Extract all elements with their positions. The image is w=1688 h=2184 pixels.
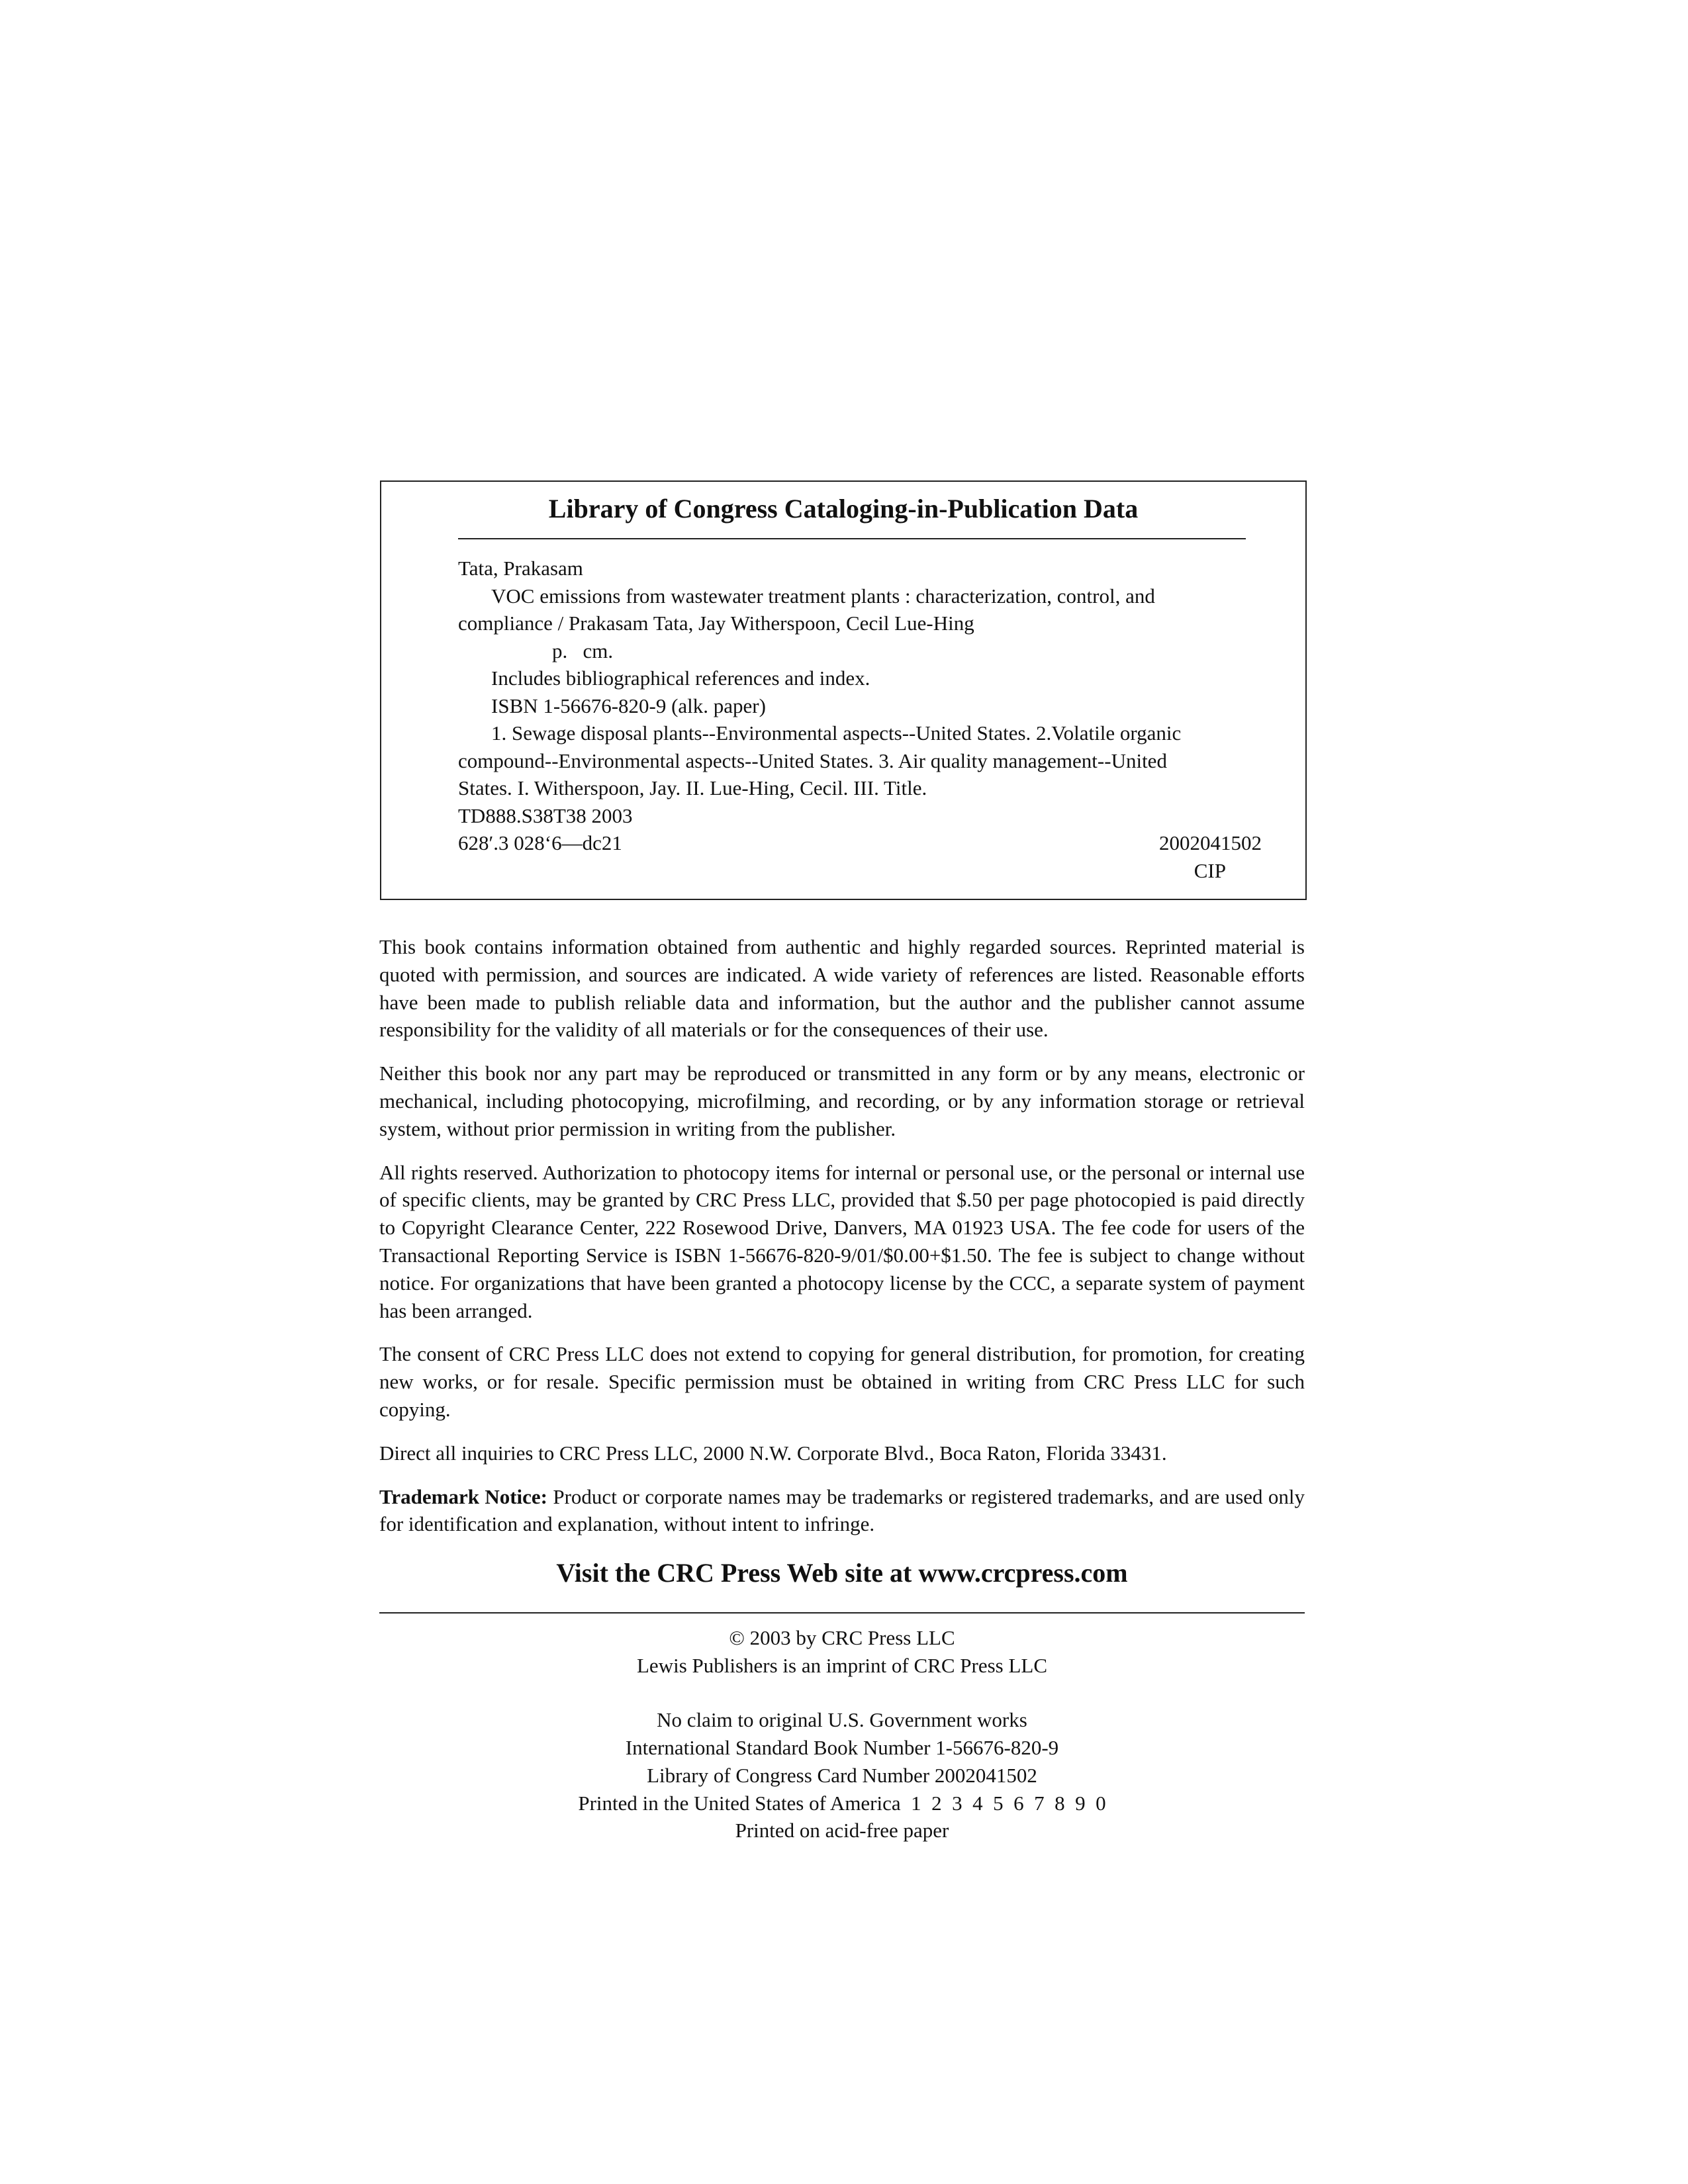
- cip-book-title-line2: compliance / Prakasam Tata, Jay Witherspoon, Cecil Lue-Hing: [458, 612, 974, 635]
- cip-record: [458, 555, 1262, 884]
- spacer: [379, 1679, 1305, 1706]
- cip-pages-cm: p. cm.: [552, 639, 614, 662]
- legal-notice: [379, 933, 1305, 1554]
- cip-tag: CIP: [1194, 858, 1226, 882]
- cip-lc-class: TD888.S38T38 2003: [458, 803, 633, 827]
- bottom-rule: [379, 1612, 1305, 1614]
- isbn-line: International Standard Book Number 1-56676-820-9: [625, 1736, 1059, 1760]
- printed-in-line: Printed in the United States of America 1 2 3 4 5 6 7 8 9 0: [578, 1791, 1106, 1815]
- notice-paragraph-consent: The consent of CRC Press LLC does not extend to copying for general distribution, for promotion, for creating new works, or for resale. Specific permission must be obtained in writing from CRC Press LLC for such copying.: [379, 1342, 1305, 1421]
- cip-includes: Includes bibliographical references and index.: [491, 666, 870, 690]
- acid-free-line: Printed on acid-free paper: [735, 1819, 949, 1843]
- trademark-text: Product or corporate names may be trademarks or registered trademarks, and are used only for identification and explanation, without intent to infringe.: [379, 1484, 1305, 1536]
- notice-paragraph-sources: This book contains information obtained from authentic and highly regarded sources. Reprinted material is quoted with permission, and sources are indicated. A wide variety of references are listed. Reasonable efforts have been made to publish reliable data and information, but the author and the publisher cannot assume responsibility for the validity of all materials or for the consequences of their use.: [379, 935, 1305, 1042]
- cip-title-rule: [458, 538, 1246, 539]
- notice-paragraph-rights: All rights reserved. Authorization to photocopy items for internal or personal use, or the personal or internal use of specific clients, may be granted by CRC Press LLC, provided that $.50 per page photocopied is paid directly to Copyright Clearance Center, 222 Rosewood Drive, Danvers, MA 01923 USA. The fee code for users of the Transactional Reporting Service is ISBN 1-56676-820-9/01/$0.00+$1.50. The fee is subject to change without notice. For organizations that have been granted a photocopy license by the CCC, a separate system of payment has been arranged.: [379, 1160, 1305, 1322]
- cip-subjects-line2: compound--Environmental aspects--United States. 3. Air quality management--United: [458, 749, 1167, 772]
- cip-subjects-line3: States. I. Witherspoon, Jay. II. Lue-Hing, Cecil. III. Title.: [458, 776, 927, 799]
- copyright-block: [379, 1624, 1305, 1844]
- cip-dewey: 628′.3 028‘6—dc21: [458, 831, 622, 854]
- cip-subjects-line1: 1. Sewage disposal plants--Environmental aspects--United States. 2.Volatile organic: [491, 721, 1182, 745]
- cip-author: Tata, Prakasam: [458, 557, 583, 580]
- government-works-line: No claim to original U.S. Government works: [657, 1708, 1027, 1732]
- trademark-label: Trademark Notice:: [379, 1484, 547, 1508]
- cip-book-title-line1: VOC emissions from wastewater treatment plants : characterization, control, and: [491, 584, 1155, 608]
- notice-paragraph-inquiries: Direct all inquiries to CRC Press LLC, 2000 N.W. Corporate Blvd., Boca Raton, Florida 33431.: [379, 1441, 1167, 1465]
- notice-paragraph-trademark: [379, 1483, 1305, 1539]
- copyright-line: © 2003 by CRC Press LLC: [729, 1626, 955, 1649]
- notice-paragraph-reproduction: Neither this book nor any part may be reproduced or transmitted in any form or by any means, electronic or mechanical, including photocopying, microfilming, and recording, or by any information storage or retrieval system, without prior permission in writing from the publisher.: [379, 1062, 1305, 1140]
- cip-title: Library of Congress Cataloging-in-Publication Data: [548, 494, 1139, 523]
- cip-lccn: 2002041502: [1159, 831, 1262, 854]
- visit-website-heading: Visit the CRC Press Web site at www.crcpress.com: [556, 1558, 1128, 1588]
- cip-isbn: ISBN 1-56676-820-9 (alk. paper): [491, 694, 766, 717]
- cip-data-box: [380, 480, 1307, 900]
- imprint-line: Lewis Publishers is an imprint of CRC Press LLC: [637, 1653, 1047, 1677]
- lccn-line: Library of Congress Card Number 2002041502: [647, 1763, 1037, 1787]
- cip-classification-row: [458, 829, 1262, 857]
